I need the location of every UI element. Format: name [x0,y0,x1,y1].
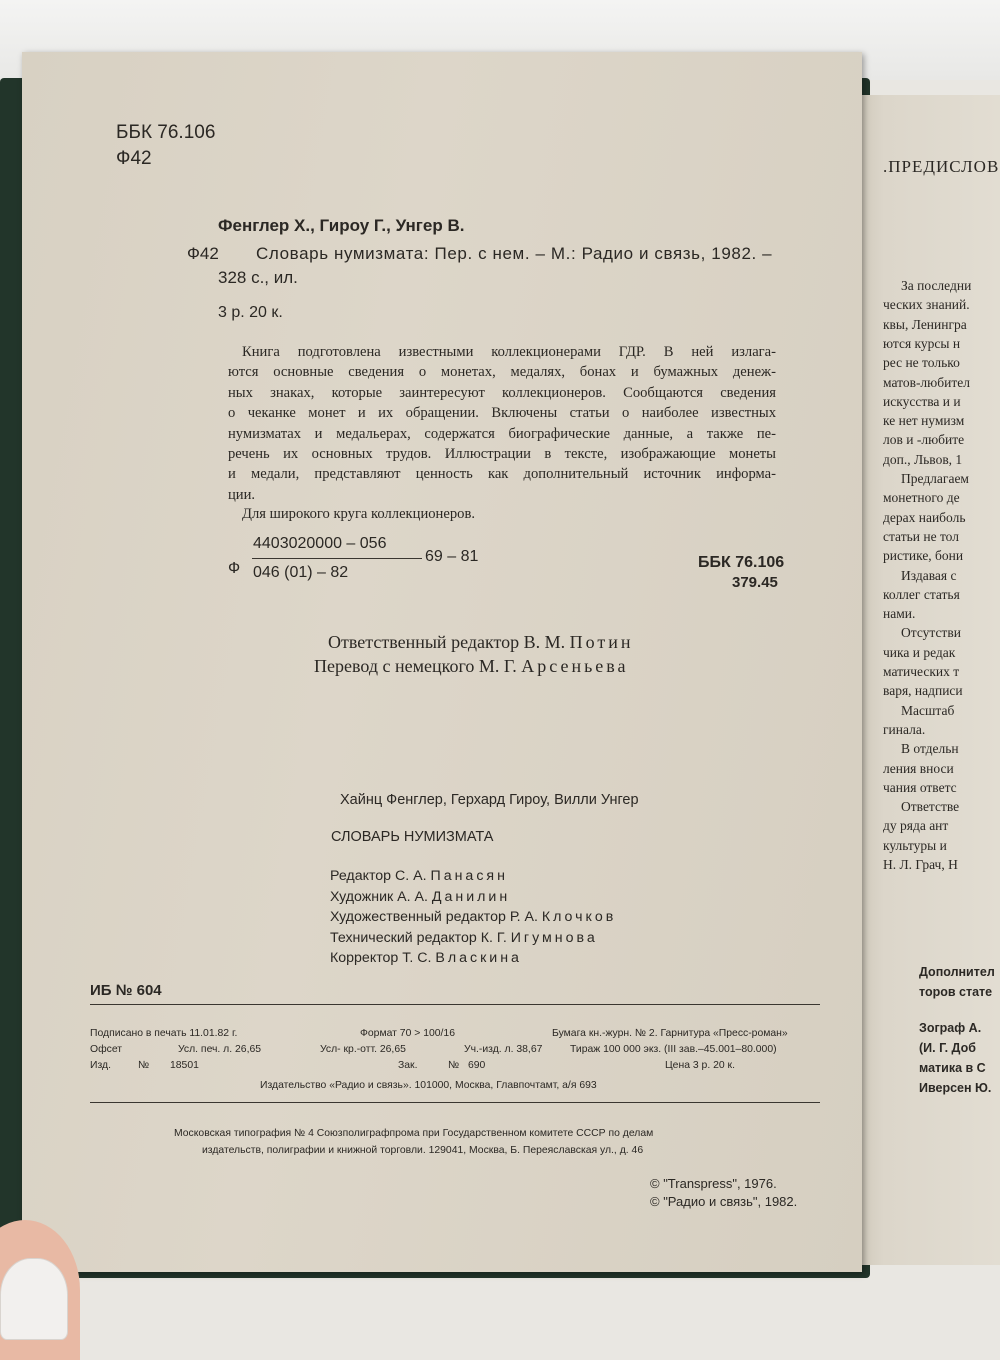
imprint-cell: Тираж 100 000 экз. (III зав.–45.001–80.000) [570,1044,777,1055]
right-page-line: варя, надписи [883,683,963,699]
right-page-line: ке нет нумизм [883,413,965,429]
right-page-line: Отсутстви [901,625,961,641]
right-page-line: чика и редак [883,644,956,660]
imprint-cell: 18501 [170,1060,199,1071]
staff-role: Редактор С. А. [330,868,431,884]
imprint-cell: № [138,1060,150,1071]
copyright-transpress: © "Transpress", 1976. [650,1176,777,1191]
imprint-cell: Изд. [90,1060,111,1071]
publisher-address: Издательство «Радио и связь». 101000, Москва, Главпочтамт, а/я 693 [260,1080,597,1091]
record-authors: Фенглер Х., Гироу Г., Унгер В. [218,216,465,235]
right-page-line: дерах наиболь [883,509,966,525]
right-page-line: За последни [901,278,972,293]
abstract-line: ются основные сведения о монетах, медалях, бонах и бумажных денеж- [228,364,776,381]
right-page-footnote-line: Зограф А. [919,1021,982,1035]
abstract-line: нумизматах и медальерах, содержатся биографические данные, а также пе- [228,425,776,442]
record-code: Ф42 [187,244,219,263]
staff-role: Художник А. А. [330,888,432,905]
staff-name: Власкина [435,950,522,966]
imprint-cell: 690 [468,1060,486,1071]
right-page-footnote-line: (И. Г. Доб [919,1041,976,1055]
translator [314,656,629,677]
record-price: 3 р. 20 к. [218,304,283,321]
printer-line-1: Московская типография № 4 Союзполиграфпрома при Государственном комитете СССР по делам [174,1128,654,1139]
abstract-line: о чеканке монет и их обращении. Включены статьи о наиболее известных [228,405,776,422]
imprint-cell: Уч.-изд. л. 38,67 [464,1044,543,1055]
fraction-line [252,558,422,559]
right-page-line: гинала. [883,721,926,737]
right-page-line: ристике, бони [883,548,964,564]
fingernail [0,1258,68,1340]
imprint-row [90,1058,822,1074]
catalog-code-header: Ф42 [116,148,152,169]
staff-name: Игумнова [510,929,598,946]
translator-label: Перевод с немецкого М. Г. [314,656,517,676]
bbk-header: ББК 76.106 [116,122,216,143]
imprint-row [90,1042,822,1058]
right-page-line: Предлагаем [901,471,969,486]
audience-note: Для широкого круга коллекционеров. [242,506,475,522]
right-page-heading: .ПРЕДИСЛОВ [883,157,1000,176]
right-page-line: статьи не тол [883,528,959,544]
index-bbk: ББК 76.106 [698,554,785,571]
imprint-cell: Подписано в печать 11.01.82 г. [90,1028,238,1039]
abstract-text [228,342,776,505]
index-numerator: 4403020000 – 056 [253,535,387,552]
right-page-line: рес не только [883,355,960,371]
staff-row [330,948,616,969]
record-title: Словарь нумизмата: Пер. с нем. – М.: Радио и связь, 1982. – [256,244,773,263]
responsible-editor-label: Ответственный редактор В. М. [328,632,566,652]
imprint-block [90,1026,822,1094]
right-page-line: нами. [883,606,916,622]
imprint-cell: Усл. печ. л. 26,65 [178,1044,262,1055]
right-page-line: ческих знаний. [883,297,970,313]
imprint-cell: № [448,1060,460,1071]
abstract-line: ции. [228,486,256,503]
right-page-line: В отдельн [901,741,959,757]
right-page [845,95,1000,1265]
ib-number: ИБ № 604 [90,982,162,999]
right-page-line: Ответстве [901,799,960,815]
right-page-line: лов и -любите [883,432,965,448]
right-page-line: ются курсы н [883,335,961,351]
record-pages: 328 с., ил. [218,268,298,287]
staff-name: Панасян [430,868,508,884]
abstract-line: Книга подготовлена известными коллекционерами ГДР. В ней излага- [242,344,776,360]
imprint-row [90,1026,822,1042]
title-caps: СЛОВАРЬ НУМИЗМАТА [331,829,494,845]
staff-name: Клочков [541,909,617,925]
right-page-line: ления вноси [883,760,954,776]
staff-role: Технический редактор К. Г. [330,929,511,946]
right-page-line: доп., Львов, 1 [883,451,963,467]
imprint-rule-bottom [90,1102,820,1103]
index-prefix: Ф [228,560,241,577]
right-page-line: Издавая с [901,567,957,583]
staff-row [330,887,616,908]
imprint-cell: Цена 3 р. 20 к. [665,1060,735,1071]
imprint-cell: Формат 70 > 100/16 [360,1028,455,1039]
printer-line-2: издательств, полиграфии и книжной торговли. 129041, Москва, Б. Переяславская ул., д. 46 [202,1145,644,1156]
imprint-cell: Офсет [90,1044,123,1055]
right-page-footnote-line: Иверсен Ю. [919,1081,992,1095]
right-page-footnote-line: Дополнител [919,965,995,979]
left-page [22,52,862,1272]
imprint-cell: Усл- кр.-отт. 26,65 [320,1044,406,1055]
copyright-radio: © "Радио и связь", 1982. [650,1194,798,1209]
right-page-line: чания ответс [883,779,957,795]
staff-role: Корректор Т. С. [330,950,436,966]
staff-name: Данилин [431,888,511,905]
right-page-line: Масштаб [901,702,955,718]
imprint-cell: Бумага кн.-журн. № 2. Гарнитура «Пресс-роман» [552,1028,788,1039]
staff-row [330,866,616,887]
imprint-rule-top [90,1004,820,1005]
responsible-editor-name: Потин [569,632,634,652]
staff-role: Художественный редактор Р. А. [330,909,542,925]
right-page-footnote-line: торов стате [919,985,993,999]
abstract-line: ных знаках, которые заинтересуют коллекционеров. Сообщаются сведения [228,384,776,401]
abstract-line: и медали, представляют ценность как дополнительный источник информа- [228,466,776,483]
right-page-line: матических т [883,664,960,679]
right-page-line: Н. Л. Грач, Н [883,857,958,872]
right-page-line: квы, Ленингра [883,316,967,332]
right-page-line: матов-любител [883,374,970,390]
right-page-line: монетного де [883,490,960,506]
right-page-line: культуры и [883,837,947,853]
abstract-line: речень их основных трудов. Иллюстрации в тексте, изображающие монеты [228,446,776,463]
right-page-line: ду ряда ант [883,818,949,834]
authors-full: Хайнц Фенглер, Герхард Гироу, Вилли Унгер [340,792,639,808]
right-page-line: искусства и и [883,393,961,409]
index-denominator: 046 (01) – 82 [253,564,349,581]
translator-name: Арсеньева [521,656,629,676]
index-bbk-second: 379.45 [732,574,778,591]
staff-row [330,907,616,928]
imprint-cell: Зак. [398,1060,418,1071]
index-suffix: 69 – 81 [425,548,479,565]
right-page-footnote-line: матика в С [919,1061,986,1075]
staff-row [330,928,616,949]
right-page-line: коллег статья [883,586,960,602]
staff-list [330,866,616,969]
responsible-editor [328,632,634,653]
